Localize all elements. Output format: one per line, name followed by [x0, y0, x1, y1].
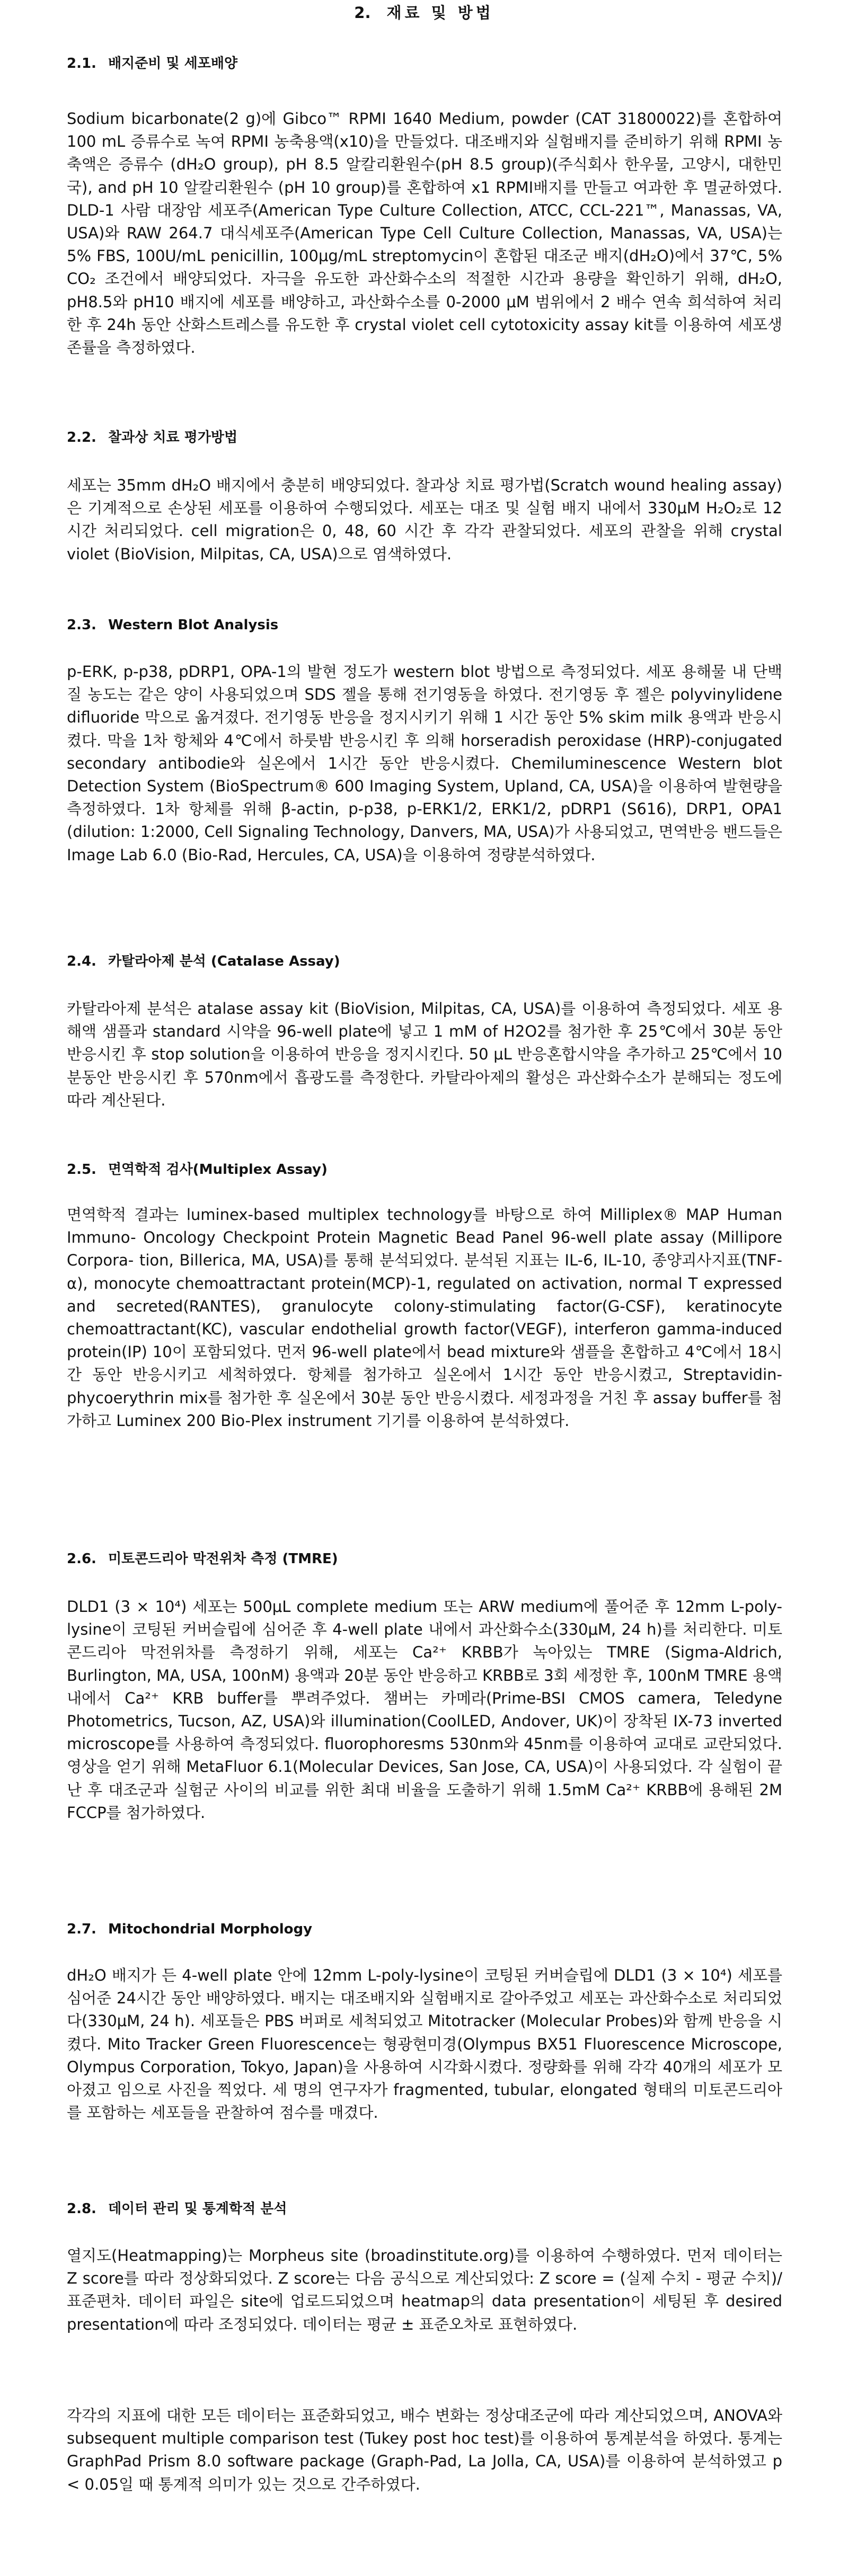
section-number: 2.7. — [67, 1921, 96, 1937]
chapter-title-text: 재료 및 방법 — [386, 4, 494, 22]
section-2-8-paragraph-2: 각각의 지표에 대한 모든 데이터는 표준화되었고, 배수 변화는 정상대조군에 따라 계산되었으며, ANOVA와 subsequent multiple comparison test (Tukey post hoc test)를 이용하여 통계분석을 하였다. 통계는 GraphPad Prism 8.0 software package (Graph-Pad, La Jolla, CA, USA)를 이용하여 분석하였고 p < 0.05일 때 통계적 의미가 있는 것으로 간주하였다. — [67, 2406, 782, 2493]
section-2-2-paragraph: 세포는 35mm dH₂O 배지에서 충분히 배양되었다. 찰과상 치료 평가법(Scratch wound healing assay)은 기계적으로 손상된 세포를 이용하여 수행되었다. 세포는 대조 및 실험 배지 내에서 330μM H₂O₂로 12 시간 처리되었다. cell migration은 0, 48, 60 시간 후 각각 관찰되었다. 세포의 관찰을 위해 crystal violet (BioVision, Milpitas, CA, USA)으로 염색하였다. — [67, 476, 782, 563]
section-number: 2.4. — [67, 953, 96, 969]
section-number: 2.1. — [67, 56, 96, 72]
section-title: 카탈라아제 분석 (Catalase Assay) — [108, 953, 340, 969]
section-heading-2-2 — [67, 428, 237, 447]
section-heading-2-4 — [67, 952, 340, 971]
section-title: Western Blot Analysis — [108, 617, 279, 633]
section-2-1-paragraph: Sodium bicarbonate(2 g)에 Gibco™ RPMI 1640 Medium, powder (CAT 31800022)를 혼합하여 100 mL 증류수로 녹여 RPMI 농축용액(x10)을 만들었다. 대조배지와 실험배지를 준비하기 위해 RPMI 농축액은 증류수 (dH₂O group), pH 8.5 알칼리환원수(pH 8.5 group)(주식회사 한우물, 고양시, 대한민국), and pH 10 알칼리환원수 (pH 10 group)를 혼합하여 x1 RPMI배지를 만들고 여과한 후 멸균하였다. DLD-1 사람 대장암 세포주(American Type Culture Collection, ATCC, CCL-221™, Manassas, VA, USA)와 RAW 264.7 대식세포주(American Type Cell Culture Collection, Manassas, VA, USA)는 5% FBS, 100U/mL penicillin, 100μg/mL streptomycin이 혼합된 대조군 배지(dH₂O)에서 37℃, 5% CO₂ 조건에서 배양되었다. 자극을 유도한 과산화수소의 적절한 시간과 용량을 확인하기 위해, dH₂O, pH8.5와 pH10 배지에 세포를 배양하고, 과산화수소를 0-2000 μM 범위에서 2 배수 연속 희석하여 처리한 후 24h 동안 산화스트레스를 유도한 후 crystal violet cell cytotoxicity assay kit를 이용하여 세포생존률을 측정하였다. — [67, 110, 782, 357]
section-heading-2-5 — [67, 1160, 328, 1179]
section-title: 면역학적 검사(Multiplex Assay) — [108, 1162, 328, 1178]
section-number: 2.2. — [67, 430, 96, 445]
chapter-number: 2. — [354, 4, 371, 22]
section-heading-2-7 — [67, 1920, 312, 1939]
section-number: 2.5. — [67, 1162, 96, 1178]
section-title: Mitochondrial Morphology — [108, 1921, 313, 1937]
section-2-3-paragraph: p-ERK, p-p38, pDRP1, OPA-1의 발현 정도가 western blot 방법으로 측정되었다. 세포 용해물 내 단백질 농도는 같은 양이 사용되었으며 SDS 젤을 통해 전기영동을 하였다. 전기영동 후 젤은 polyvinylidene difluoride 막으로 옮겨졌다. 전기영동 반응을 정지시키기 위해 1 시간 동안 5% skim milk 용액과 반응시켰다. 막을 1차 항체와 4℃에서 하룻밤 반응시킨 후 의해 horseradish peroxidase (HRP)-conjugated secondary antibodie와 실온에서 1시간 동안 반응시켰다. Chemiluminescence Western blot Detection System (BioSpectrum® 600 Imaging System, Upland, CA, USA)을 이용하여 발현량을 측정하였다. 1차 항체를 위해 β-actin, p-p38, p-ERK1/2, ERK1/2, pDRP1 (S616), DRP1, OPA1 (dilution: 1:2000, Cell Signaling Technology, Danvers, MA, USA)가 사용되었고, 면역반응 밴드들은 Image Lab 6.0 (Bio-Rad, Hercules, CA, USA)을 이용하여 정량분석하였다. — [67, 663, 782, 864]
section-number: 2.6. — [67, 1551, 96, 1567]
section-heading-2-8 — [67, 2199, 287, 2218]
section-title: 데이터 관리 및 통계학적 분석 — [108, 2201, 287, 2217]
section-number: 2.8. — [67, 2201, 96, 2217]
chapter-title — [0, 2, 848, 23]
section-number: 2.3. — [67, 617, 96, 633]
section-heading-2-3 — [67, 616, 278, 635]
section-2-5-paragraph: 면역학적 결과는 luminex-based multiplex technology를 바탕으로 하여 Milliplex® MAP Human Immuno- Oncology Checkpoint Protein Magnetic Bead Panel 96-well plate assay (Millipore Corpora- tion, Billerica, MA, USA)를 통해 분석되었다. 분석된 지표는 IL-6, IL-10, 종양괴사지표(TNF-α), monocyte chemoattractant protein(MCP)-1, regulated on activation, normal T expressed and secreted(RANTES), granulocyte colony-stimulating factor(G-CSF), keratinocyte chemoattractant(KC), vascular endothelial growth factor(VEGF), interferon gamma-induced protein(IP) 10이 포함되었다. 먼저 96-well plate에서 bead mixture와 샘플을 혼합하고 4℃에서 18시간 동안 반응시키고 세척하였다. 항체를 첨가하고 실온에서 1시간 동안 반응시켰고, Streptavidin-phycoerythrin mix를 첨가한 후 실온에서 30분 동안 반응시켰다. 세정과정을 거친 후 assay buffer를 첨가하고 Luminex 200 Bio-Plex instrument 기기를 이용하여 분석하였다. — [67, 1206, 782, 1430]
section-2-8-paragraph-1: 열지도(Heatmapping)는 Morpheus site (broadinstitute.org)를 이용하여 수행하였다. 먼저 데이터는 Z score를 따라 정상화되었다. Z score는 다음 공식으로 계산되었다: Z score = (실제 수치 - 평균 수치)/표준편차. 데이터 파일은 site에 업로드되었으며 heatmap의 data presentation이 세팅된 후 desired presentation에 따라 조정되었다. 데이터는 평균 ± 표준오차로 표현하였다. — [67, 2247, 782, 2333]
section-heading-2-1 — [67, 54, 237, 73]
section-heading-2-6 — [67, 1549, 338, 1568]
section-title: 미토콘드리아 막전위차 측정 (TMRE) — [108, 1551, 338, 1567]
section-2-7-paragraph: dH₂O 배지가 든 4-well plate 안에 12mm L-poly-lysine이 코팅된 커버슬립에 DLD1 (3 × 10⁴) 세포를 심어준 24시간 동안 배양하였다. 배지는 대조배지와 실험배지로 갈아주었고 세포는 과산화수소로 처리되었다(330μM, 24 h). 세포들은 PBS 버퍼로 세척되었고 Mitotracker (Molecular Probes)와 함께 반응을 시켰다. Mito Tracker Green Fluorescence는 형광현미경(Olympus BX51 Fluorescence Microscope, Olympus Corporation, Tokyo, Japan)을 사용하여 시각화시켰다. 정량화를 위해 각각 40개의 세포가 모아졌고 임으로 사진을 찍었다. 세 명의 연구자가 fragmented, tubular, elongated 형태의 미토콘드리아를 포함하는 세포들을 관찰하여 점수를 매겼다. — [67, 1966, 782, 2122]
section-title: 배지준비 및 세포배양 — [108, 56, 238, 72]
section-2-6-paragraph: DLD1 (3 × 10⁴) 세포는 500μL complete medium 또는 ARW medium에 풀어준 후 12mm L-poly-lysine이 코팅된 커버슬립에 심어준 후 4-well plate 내에서 과산화수소(330μM, 24 h)를 처리한다. 미토콘드리아 막전위차를 측정하기 위해, 세포는 Ca²⁺ KRBB가 녹아있는 TMRE (Sigma-Aldrich, Burlington, MA, USA, 100nM) 용액과 20분 동안 반응하고 KRBB로 3회 세정한 후, 100nM TMRE 용액 내에서 Ca²⁺ KRB buffer를 뿌려주었다. 챔버는 카메라(Prime-BSI CMOS camera, Teledyne Photometrics, Tucson, AZ, USA)와 illumination(CoolLED, Andover, UK)이 장착된 IX-73 inverted microscope를 사용하여 측정되었다. fluorophoresms 530nm와 45nm를 이용하여 교대로 교란되었다. 영상을 얻기 위해 MetaFluor 6.1(Molecular Devices, San Jose, CA, USA)이 사용되었다. 각 실험이 끝난 후 대조군과 실험군 사이의 비교를 위한 최대 비율을 도출하기 위해 1.5mM Ca²⁺ KRBB에 용해된 2M FCCP를 첨가하였다. — [67, 1598, 782, 1822]
section-2-4-paragraph: 카탈라아제 분석은 atalase assay kit (BioVision, Milpitas, CA, USA)를 이용하여 측정되었다. 세포 용해액 샘플과 standard 시약을 96-well plate에 넣고 1 mM of H2O2를 첨가한 후 25℃에서 30분 동안 반응시킨 후 stop solution을 이용하여 반응을 정지시킨다. 50 μL 반응혼합시약을 추가하고 25℃에서 10분동안 반응시킨 후 570nm에서 흡광도를 측정한다. 카탈라아제의 활성은 과산화수소가 분해되는 정도에 따라 계산된다. — [67, 1000, 782, 1109]
section-title: 찰과상 치료 평가방법 — [108, 430, 238, 445]
